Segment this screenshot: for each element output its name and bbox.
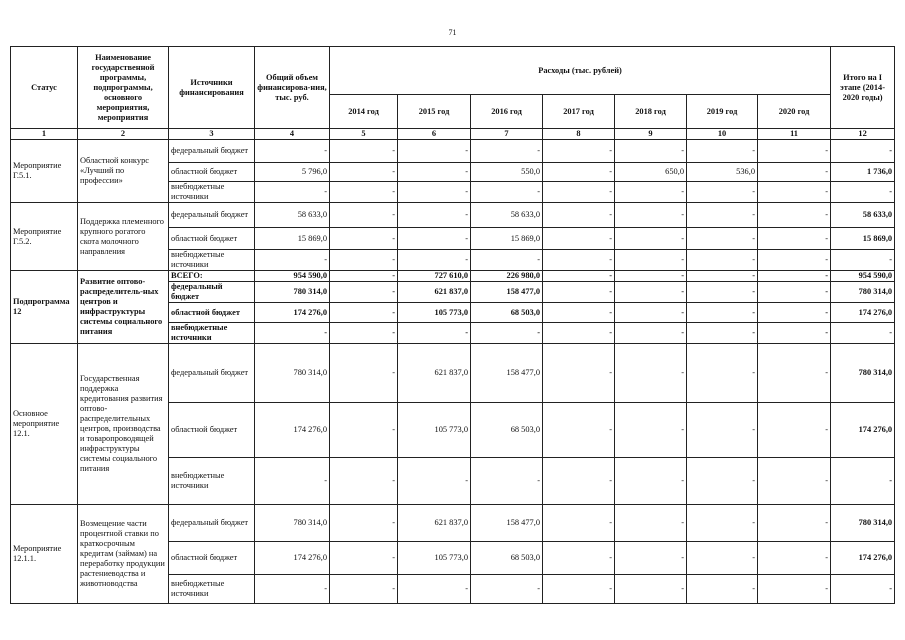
year-value-cell: - — [758, 505, 831, 542]
column-number: 6 — [398, 129, 471, 140]
itogo-cell: 1 736,0 — [831, 163, 895, 182]
year-value-cell: 158 477,0 — [471, 282, 543, 303]
year-value-cell: 105 773,0 — [398, 542, 471, 575]
funding-source-cell: областной бюджет — [169, 403, 255, 458]
year-value-cell: - — [543, 505, 615, 542]
table-header — [11, 47, 895, 140]
year-value-cell: 158 477,0 — [471, 344, 543, 403]
year-value-cell: - — [615, 182, 687, 203]
year-value-cell: 68 503,0 — [471, 403, 543, 458]
program-name-cell: Областной конкурс «Лучший по профессии» — [78, 140, 169, 203]
column-number: 2 — [78, 129, 169, 140]
year-value-cell: - — [543, 140, 615, 163]
funding-source-cell: федеральный бюджет — [169, 282, 255, 303]
table-row — [11, 203, 895, 228]
year-value-cell: - — [330, 344, 398, 403]
year-value-cell: - — [687, 458, 758, 505]
year-value-cell: - — [687, 505, 758, 542]
year-value-cell: 727 610,0 — [398, 271, 471, 282]
itogo-cell: 954 590,0 — [831, 271, 895, 282]
itogo-cell: - — [831, 250, 895, 271]
status-cell: Мероприятие Г.5.2. — [11, 203, 78, 271]
year-value-cell: - — [615, 575, 687, 604]
year-value-cell: - — [543, 344, 615, 403]
year-value-cell: - — [687, 282, 758, 303]
year-value-cell: - — [543, 282, 615, 303]
status-cell: Подпрограмма 12 — [11, 271, 78, 344]
year-value-cell: - — [471, 140, 543, 163]
year-value-cell: - — [330, 303, 398, 323]
year-value-cell: - — [471, 575, 543, 604]
header-year: 2018 год — [615, 95, 687, 129]
year-value-cell: - — [615, 203, 687, 228]
year-value-cell: - — [543, 403, 615, 458]
year-value-cell: - — [398, 182, 471, 203]
year-value-cell: 15 869,0 — [471, 228, 543, 250]
funding-source-cell: областной бюджет — [169, 228, 255, 250]
year-value-cell: 621 837,0 — [398, 344, 471, 403]
year-value-cell: - — [687, 542, 758, 575]
total-volume-cell: 5 796,0 — [255, 163, 330, 182]
year-value-cell: - — [758, 575, 831, 604]
year-value-cell: - — [398, 323, 471, 344]
year-value-cell: - — [758, 271, 831, 282]
year-value-cell: - — [687, 344, 758, 403]
program-name-cell: Поддержка племенного крупного рогатого скота молочного направления — [78, 203, 169, 271]
total-volume-cell: - — [255, 575, 330, 604]
year-value-cell: - — [615, 303, 687, 323]
year-value-cell: - — [330, 271, 398, 282]
year-value-cell: - — [330, 203, 398, 228]
year-value-cell: - — [758, 282, 831, 303]
year-value-cell: - — [758, 203, 831, 228]
year-value-cell: - — [543, 271, 615, 282]
year-value-cell: - — [543, 163, 615, 182]
header-year: 2017 год — [543, 95, 615, 129]
status-cell: Мероприятие 12.1.1. — [11, 505, 78, 604]
year-value-cell: 226 980,0 — [471, 271, 543, 282]
header-status: Статус — [11, 47, 78, 129]
funding-source-cell: федеральный бюджет — [169, 344, 255, 403]
year-value-cell: - — [543, 203, 615, 228]
year-value-cell: - — [543, 542, 615, 575]
total-volume-cell: - — [255, 182, 330, 203]
total-volume-cell: 15 869,0 — [255, 228, 330, 250]
column-number: 10 — [687, 129, 758, 140]
year-value-cell: - — [398, 228, 471, 250]
year-value-cell: - — [330, 250, 398, 271]
header-year: 2016 год — [471, 95, 543, 129]
year-value-cell: - — [615, 282, 687, 303]
year-value-cell: - — [758, 163, 831, 182]
year-value-cell: - — [330, 505, 398, 542]
header-expenses: Расходы (тыс. рублей) — [330, 47, 831, 95]
table-row — [11, 505, 895, 542]
year-value-cell: 650,0 — [615, 163, 687, 182]
year-value-cell: 58 633,0 — [471, 203, 543, 228]
column-number: 11 — [758, 129, 831, 140]
year-value-cell: - — [615, 458, 687, 505]
itogo-cell: - — [831, 323, 895, 344]
year-value-cell: - — [687, 303, 758, 323]
year-value-cell: - — [471, 458, 543, 505]
year-value-cell: - — [758, 344, 831, 403]
year-value-cell: - — [758, 228, 831, 250]
page-number: 71 — [448, 28, 457, 37]
year-value-cell: - — [543, 458, 615, 505]
status-cell: Мероприятие Г.5.1. — [11, 140, 78, 203]
year-value-cell: - — [543, 303, 615, 323]
year-value-cell: - — [687, 182, 758, 203]
header-year: 2019 год — [687, 95, 758, 129]
year-value-cell: 158 477,0 — [471, 505, 543, 542]
total-volume-cell: 58 633,0 — [255, 203, 330, 228]
total-volume-cell: - — [255, 458, 330, 505]
header-name: Наименование государственной программы, подпрограммы, основного мероприятия, мероприятия — [78, 47, 169, 129]
itogo-cell: 780 314,0 — [831, 282, 895, 303]
year-value-cell: - — [687, 575, 758, 604]
funding-source-cell: областной бюджет — [169, 163, 255, 182]
itogo-cell: 780 314,0 — [831, 344, 895, 403]
year-value-cell: 621 837,0 — [398, 282, 471, 303]
year-value-cell: - — [471, 250, 543, 271]
itogo-cell: 780 314,0 — [831, 505, 895, 542]
year-value-cell: - — [758, 542, 831, 575]
year-value-cell: - — [615, 403, 687, 458]
header-total-volume: Общий объем финансирова-ния, тыс. руб. — [255, 47, 330, 129]
year-value-cell: - — [543, 575, 615, 604]
header-year: 2014 год — [330, 95, 398, 129]
itogo-cell: - — [831, 182, 895, 203]
year-value-cell: - — [471, 182, 543, 203]
funding-source-cell: федеральный бюджет — [169, 140, 255, 163]
status-cell: Основное мероприятие 12.1. — [11, 344, 78, 505]
itogo-cell: 174 276,0 — [831, 403, 895, 458]
itogo-cell: 15 869,0 — [831, 228, 895, 250]
year-value-cell: - — [330, 228, 398, 250]
year-value-cell: - — [398, 575, 471, 604]
itogo-cell: - — [831, 458, 895, 505]
year-value-cell: - — [330, 140, 398, 163]
header-year: 2015 год — [398, 95, 471, 129]
year-value-cell: - — [330, 182, 398, 203]
program-name-cell: Возмещение части процентной ставки по краткосрочным кредитам (займам) на переработку продукции растениеводства и животноводства — [78, 505, 169, 604]
itogo-cell: - — [831, 575, 895, 604]
year-value-cell: 68 503,0 — [471, 542, 543, 575]
year-value-cell: - — [615, 505, 687, 542]
funding-source-cell: федеральный бюджет — [169, 505, 255, 542]
total-volume-cell: - — [255, 250, 330, 271]
year-value-cell: - — [758, 403, 831, 458]
year-value-cell: - — [687, 203, 758, 228]
year-value-cell: - — [330, 323, 398, 344]
funding-source-cell: внебюджетные источники — [169, 323, 255, 344]
total-volume-cell: 780 314,0 — [255, 282, 330, 303]
year-value-cell: - — [758, 303, 831, 323]
funding-source-cell: областной бюджет — [169, 303, 255, 323]
funding-source-cell: внебюджетные источники — [169, 250, 255, 271]
itogo-cell: 58 633,0 — [831, 203, 895, 228]
total-volume-cell: 174 276,0 — [255, 403, 330, 458]
header-year: 2020 год — [758, 95, 831, 129]
header-itogo: Итого на I этапе (2014-2020 годы) — [831, 47, 895, 129]
funding-source-cell: внебюджетные источники — [169, 458, 255, 505]
year-value-cell: - — [758, 182, 831, 203]
header-source: Источники финансирования — [169, 47, 255, 129]
year-value-cell: 105 773,0 — [398, 403, 471, 458]
funding-source-cell: ВСЕГО: — [169, 271, 255, 282]
year-value-cell: - — [471, 323, 543, 344]
total-volume-cell: 780 314,0 — [255, 344, 330, 403]
year-value-cell: - — [687, 228, 758, 250]
itogo-cell: 174 276,0 — [831, 542, 895, 575]
year-value-cell: - — [330, 458, 398, 505]
year-value-cell: - — [398, 203, 471, 228]
year-value-cell: 536,0 — [687, 163, 758, 182]
total-volume-cell: 780 314,0 — [255, 505, 330, 542]
total-volume-cell: 174 276,0 — [255, 303, 330, 323]
itogo-cell: - — [831, 140, 895, 163]
year-value-cell: - — [615, 344, 687, 403]
funding-source-cell: внебюджетные источники — [169, 182, 255, 203]
year-value-cell: - — [615, 250, 687, 271]
year-value-cell: - — [398, 250, 471, 271]
year-value-cell: - — [543, 182, 615, 203]
funding-source-cell: областной бюджет — [169, 542, 255, 575]
total-volume-cell: 954 590,0 — [255, 271, 330, 282]
year-value-cell: - — [398, 458, 471, 505]
year-value-cell: - — [330, 403, 398, 458]
column-number: 5 — [330, 129, 398, 140]
year-value-cell: 105 773,0 — [398, 303, 471, 323]
year-value-cell: - — [330, 542, 398, 575]
program-name-cell: Государственная поддержка кредитования развития оптово-распределительных центров, производства и товаропроводящей инфраструктуры системы социального питания — [78, 344, 169, 505]
table-body — [11, 140, 895, 604]
year-value-cell: - — [615, 323, 687, 344]
year-value-cell: - — [687, 403, 758, 458]
year-value-cell: - — [330, 163, 398, 182]
column-number: 3 — [169, 129, 255, 140]
total-volume-cell: 174 276,0 — [255, 542, 330, 575]
year-value-cell: - — [758, 250, 831, 271]
year-value-cell: 550,0 — [471, 163, 543, 182]
column-number: 8 — [543, 129, 615, 140]
column-number: 4 — [255, 129, 330, 140]
year-value-cell: - — [330, 282, 398, 303]
total-volume-cell: - — [255, 323, 330, 344]
total-volume-cell: - — [255, 140, 330, 163]
year-value-cell: - — [543, 228, 615, 250]
column-number: 1 — [11, 129, 78, 140]
program-name-cell: Развитие оптово-распределитель-ных центров и инфраструктуры системы социального питания — [78, 271, 169, 344]
table-row — [11, 271, 895, 282]
year-value-cell: - — [687, 271, 758, 282]
year-value-cell: - — [687, 323, 758, 344]
year-value-cell: - — [758, 140, 831, 163]
year-value-cell: - — [398, 163, 471, 182]
year-value-cell: - — [398, 140, 471, 163]
year-value-cell: - — [758, 323, 831, 344]
year-value-cell: - — [330, 575, 398, 604]
year-value-cell: - — [615, 140, 687, 163]
year-value-cell: - — [615, 542, 687, 575]
year-value-cell: 621 837,0 — [398, 505, 471, 542]
year-value-cell: 68 503,0 — [471, 303, 543, 323]
table-row — [11, 140, 895, 163]
column-number: 7 — [471, 129, 543, 140]
column-number: 9 — [615, 129, 687, 140]
column-number: 12 — [831, 129, 895, 140]
budget-table — [10, 46, 895, 604]
funding-source-cell: внебюджетные источники — [169, 575, 255, 604]
year-value-cell: - — [687, 250, 758, 271]
year-value-cell: - — [615, 271, 687, 282]
year-value-cell: - — [543, 250, 615, 271]
itogo-cell: 174 276,0 — [831, 303, 895, 323]
funding-source-cell: федеральный бюджет — [169, 203, 255, 228]
year-value-cell: - — [615, 228, 687, 250]
year-value-cell: - — [543, 323, 615, 344]
year-value-cell: - — [758, 458, 831, 505]
year-value-cell: - — [687, 140, 758, 163]
table-row — [11, 344, 895, 403]
